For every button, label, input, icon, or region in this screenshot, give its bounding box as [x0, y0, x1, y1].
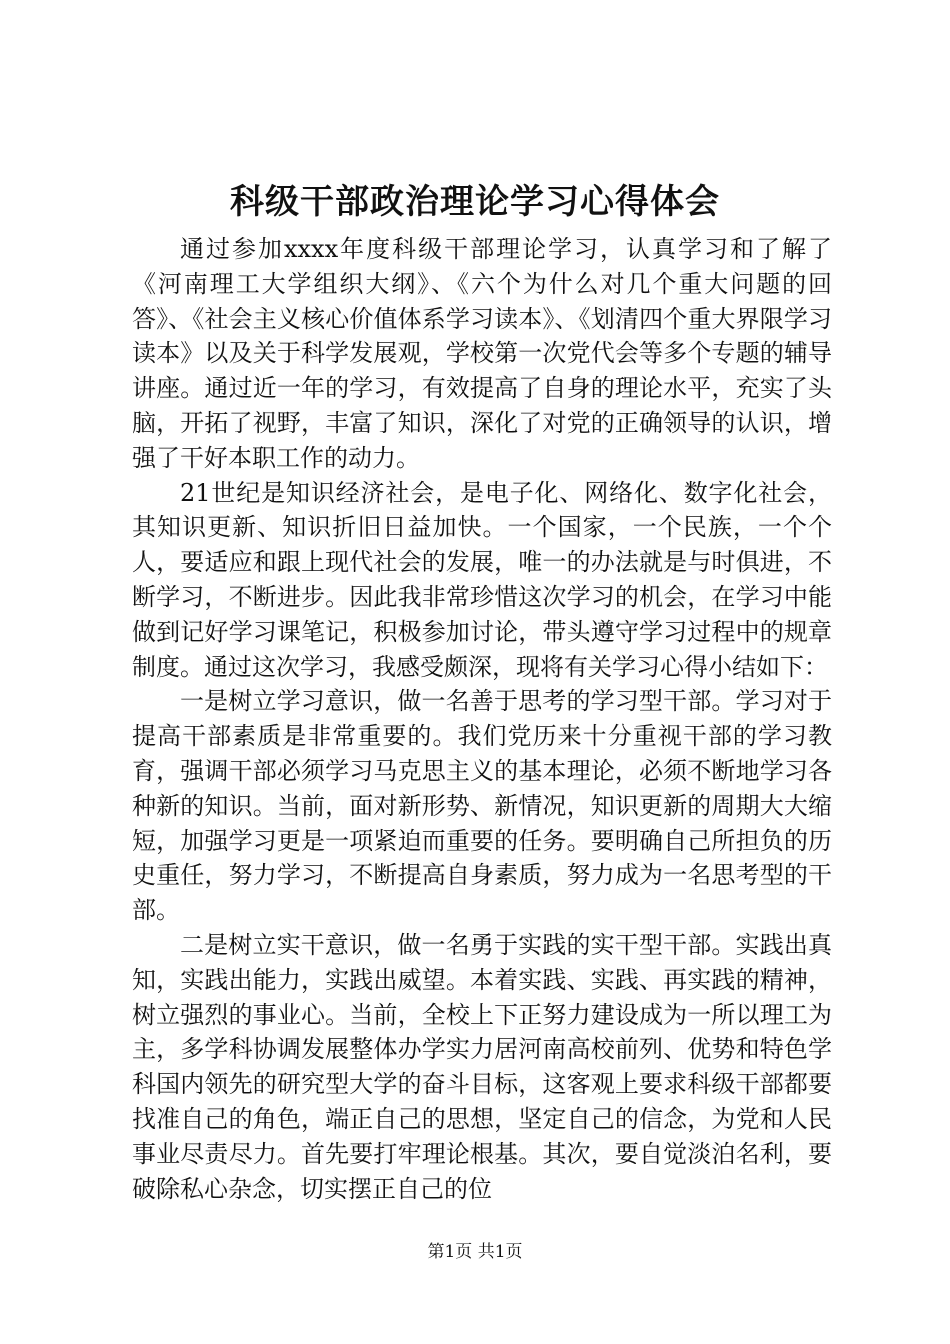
page-number-footer: 第1页 共1页: [427, 1242, 523, 1262]
paragraph-3: 一是树立学习意识，做一名善于思考的学习型干部。学习对于提高干部素质是非常重要的。我们党历来十分重视干部的学习教育，强调干部必须学习马克思主义的基本理论，必须不断地学习各种新的知识。当前，面对新形势、新情况，知识更新的周期大大缩短，加强学习更是一项紧迫而重要的任务。要明确自己所担负的历史重任，努力学习，不断提高自身素质，努力成为一名思考型的干部。: [132, 687, 832, 925]
document-body: [132, 232, 832, 1206]
paragraph-1: 通过参加xxxx年度科级干部理论学习，认真学习和了解了《河南理工大学组织大纲》、《六个为什么对几个重大问题的回答》、《社会主义核心价值体系学习读本》、《划清四个重大界限学习读本》以及关于科学发展观，学校第一次党代会等多个专题的辅导讲座。通过近一年的学习，有效提高了自身的理论水平，充实了头脑，开拓了视野，丰富了知识，深化了对党的正确领导的认识，增强了干好本职工作的动力。: [132, 235, 832, 472]
paragraph-4: 二是树立实干意识，做一名勇于实践的实干型干部。实践出真知，实践出能力，实践出威望。本着实践、实践、再实践的精神，树立强烈的事业心。当前，全校上下正努力建设成为一所以理工为主，多学科协调发展整体办学实力居河南高校前列、优势和特色学科国内领先的研究型大学的奋斗目标，这客观上要求科级干部都要找准自己的角色，端正自己的思想，坚定自己的信念，为党和人民事业尽责尽力。首先要打牢理论根基。其次，要自觉淡泊名利，要破除私心杂念，切实摆正自己的位: [132, 930, 832, 1203]
paragraph-2: 21世纪是知识经济社会，是电子化、网络化、数字化社会，其知识更新、知识折旧日益加快。一个国家，一个民族，一个个人，要适应和跟上现代社会的发展，唯一的办法就是与时俱进，不断学习，不断进步。因此我非常珍惜这次学习的机会，在学习中能做到记好学习课笔记，积极参加讨论，带头遵守学习过程中的规章制度。通过这次学习，我感受颇深，现将有关学习心得小结如下：: [132, 478, 832, 681]
document-title: 科级干部政治理论学习心得体会: [230, 182, 720, 222]
